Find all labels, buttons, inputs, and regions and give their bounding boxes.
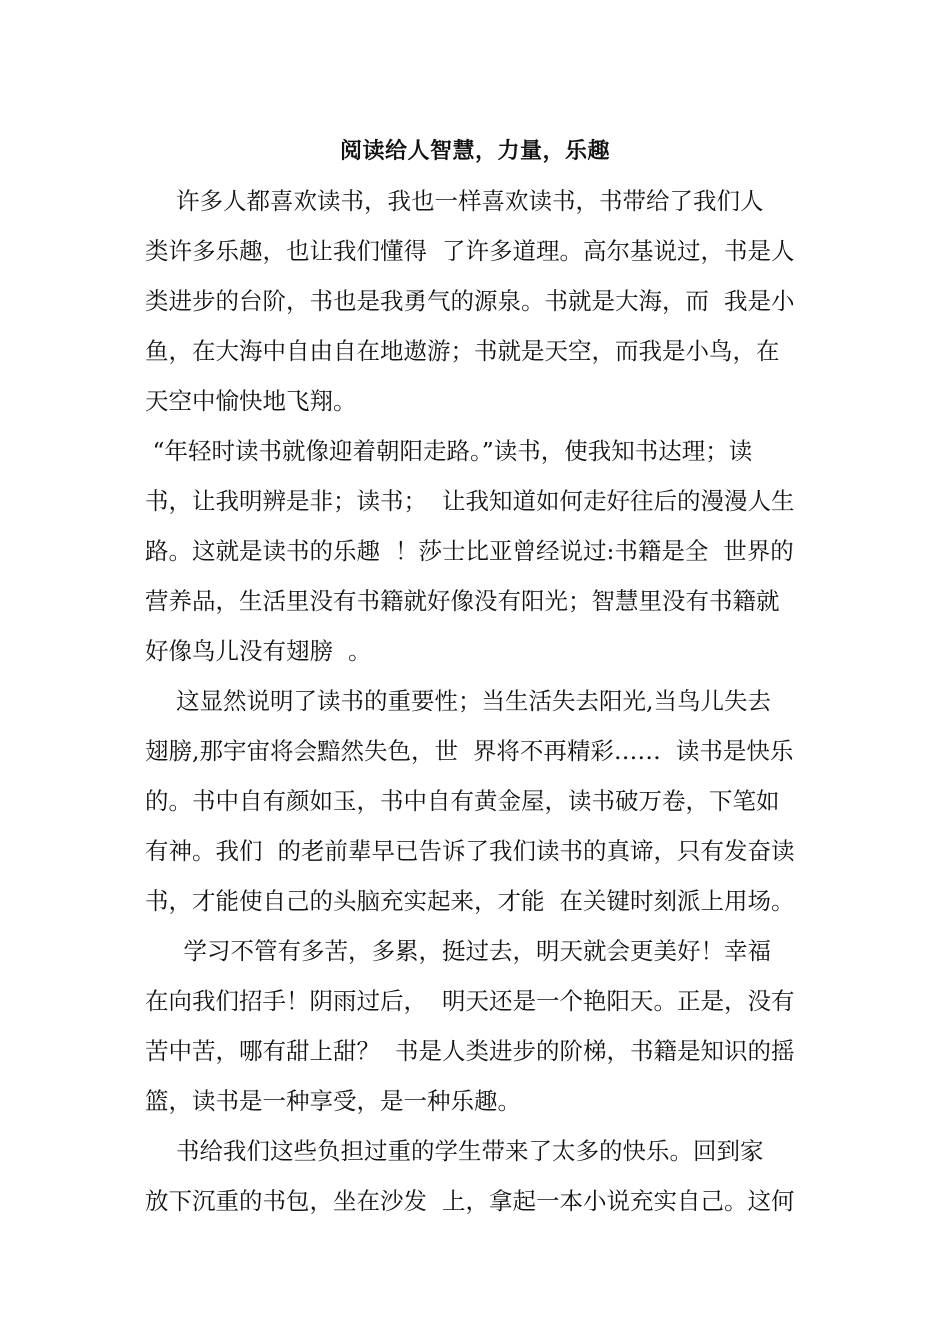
text-line: 营养品，生活里没有书籍就好像没有阳光；智慧里没有书籍就 xyxy=(145,587,780,615)
document-title: 阅读给人智慧，力量，乐趣 xyxy=(339,138,610,164)
text-line: 苦中苦，哪有甜上甜？ 书是人类进步的阶梯，书籍是知识的摇 xyxy=(145,1037,795,1065)
text-line: 书给我们这些负担过重的学生带来了太多的快乐。回到家 xyxy=(145,1137,764,1165)
text-line: 篮，读书是一种享受，是一种乐趣。 xyxy=(145,1087,521,1115)
text-line: 书，才能使自己的头脑充实起来，才能 在关键时刻派上用场。 xyxy=(145,887,795,915)
text-line: 书，让我明辨是非；读书； 让我知道如何走好往后的漫漫人生 xyxy=(145,487,795,515)
text-line: 在向我们招手！阴雨过后， 明天还是一个艳阳天。正是，没有 xyxy=(145,987,795,1015)
text-line: 这显然说明了读书的重要性；当生活失去阳光,当鸟儿失去 xyxy=(145,687,771,715)
text-line: 翅膀,那宇宙将会黯然失色，世 界将不再精彩…… 读书是快乐 xyxy=(145,737,794,765)
text-line: 鱼，在大海中自由自在地遨游；书就是天空，而我是小鸟，在 xyxy=(145,337,780,365)
text-line: 学习不管有多苦，多累，挺过去，明天就会更美好！幸福 xyxy=(145,937,771,965)
text-line: 类许多乐趣，也让我们懂得 了许多道理。高尔基说过，书是人 xyxy=(145,237,795,265)
text-line: 放下沉重的书包，坐在沙发 上，拿起一本小说充实自己。这何 xyxy=(145,1187,795,1215)
text-line: 好像鸟儿没有翅膀 。 xyxy=(145,637,372,665)
text-line: 的。书中自有颜如玉，书中自有黄金屋，读书破万卷，下笔如 xyxy=(145,787,780,815)
text-line: 许多人都喜欢读书，我也一样喜欢读书，书带给了我们人 xyxy=(145,187,764,215)
text-line: 天空中愉快地飞翔。 xyxy=(145,387,357,415)
text-line: 有神。我们 的老前辈早已告诉了我们读书的真谛，只有发奋读 xyxy=(145,837,795,865)
text-line: 类进步的台阶，书也是我勇气的源泉。书就是大海，而 我是小 xyxy=(145,287,795,315)
text-line: 路。这就是读书的乐趣 ！莎士比亚曾经说过:书籍是全 世界的 xyxy=(145,537,794,565)
text-line: “年轻时读书就像迎着朝阳走路。”读书，使我知书达理；读 xyxy=(145,437,753,465)
